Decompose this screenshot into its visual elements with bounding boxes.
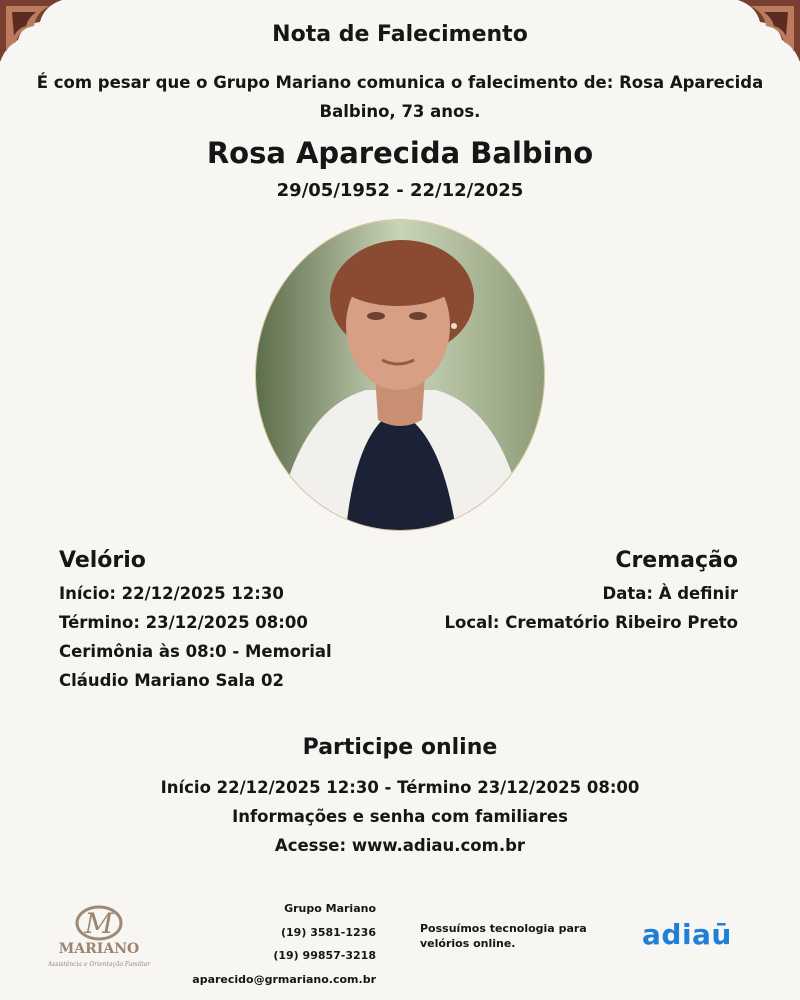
tech-note: Possuímos tecnologia para velórios online. [420, 922, 587, 950]
svg-text:M: M [84, 907, 114, 940]
velorio-heading: Velório [59, 548, 146, 573]
life-dates: 29/05/1952 - 22/12/2025 [276, 180, 524, 201]
cremacao-heading: Cremação [615, 548, 738, 573]
velorio-line: Cerimônia às 08:0 - Memorial [59, 642, 332, 661]
velorio-line: Término: 23/12/2025 08:00 [59, 613, 308, 632]
contact-email[interactable]: aparecido@grmariano.com.br [192, 972, 376, 986]
cremacao-section [398, 548, 738, 637]
cremacao-line: Data: À definir [602, 584, 738, 603]
mariano-logo [44, 905, 154, 971]
online-line: Início 22/12/2025 12:30 - Término 23/12/2025 08:00 [160, 778, 640, 797]
svg-text:Assistência e Orientação Famil: Assistência e Orientação Familiar [47, 961, 151, 968]
online-link[interactable]: Acesse: www.adiau.com.br [274, 836, 526, 855]
svg-text:MARIANO: MARIANO [58, 941, 140, 957]
contact-block [170, 897, 376, 991]
notice-intro: É com pesar que o Grupo Mariano comunica o falecimento de: Rosa Aparecida Balbino, 73 anos. [36, 73, 764, 121]
velorio-line: Cláudio Mariano Sala 02 [59, 671, 285, 690]
deceased-name: Rosa Aparecida Balbino [206, 136, 594, 170]
online-line: Informações e senha com familiares [232, 807, 568, 826]
portrait-photo [256, 220, 544, 530]
velorio-line: Início: 22/12/2025 12:30 [59, 584, 284, 603]
contact-company: Grupo Mariano [284, 902, 376, 915]
notice-title: Nota de Falecimento [272, 22, 528, 47]
cremacao-line: Local: Crematório Ribeiro Preto [444, 613, 738, 632]
velorio-section [59, 548, 379, 695]
online-heading: Participe online [302, 735, 498, 760]
contact-phone: (19) 3581-1236 [281, 925, 376, 939]
contact-mobile: (19) 99857-3218 [273, 949, 376, 962]
online-section [0, 773, 800, 860]
adiau-logo: adiaū [642, 918, 732, 951]
